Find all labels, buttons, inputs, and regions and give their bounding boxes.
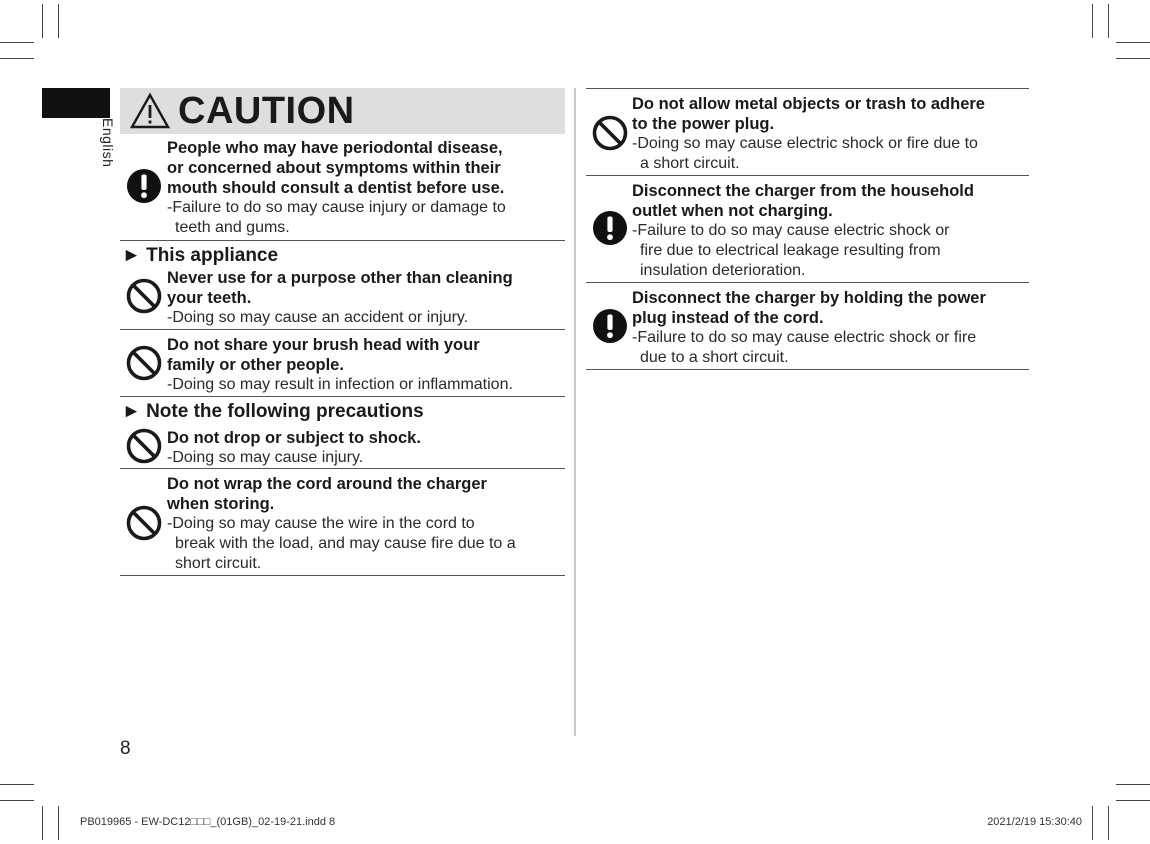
divider	[586, 369, 1029, 370]
heading-line: People who may have periodontal disease,	[167, 139, 503, 157]
crop-mark	[1092, 4, 1093, 38]
detail-line: -Doing so may cause electric shock or fire due to	[632, 135, 978, 152]
intro-heading	[167, 138, 504, 198]
crop-mark	[1108, 806, 1109, 840]
item-heading	[167, 474, 487, 514]
prohibition-icon	[592, 115, 628, 151]
divider	[120, 329, 565, 330]
crop-mark	[1116, 42, 1150, 43]
divider	[586, 282, 1029, 283]
item-detail	[167, 375, 513, 395]
crop-mark	[58, 4, 59, 38]
detail-line: -Failure to do so may cause injury or damage to	[167, 199, 506, 216]
heading-line: Disconnect the charger by holding the power	[632, 289, 986, 307]
divider	[120, 575, 565, 576]
footer-file-info: PB019965 - EW-DC12□□□_(01GB)_02-19-21.indd 8	[80, 816, 336, 828]
crop-mark	[42, 4, 43, 38]
crop-mark	[42, 806, 43, 840]
detail-line: short circuit.	[175, 555, 262, 572]
mandatory-action-icon	[592, 210, 628, 246]
detail-line: insulation deterioration.	[640, 262, 806, 279]
item-detail	[167, 448, 363, 468]
crop-mark	[0, 58, 34, 59]
heading-line: when storing.	[167, 495, 275, 513]
divider	[120, 240, 565, 241]
crop-mark	[1116, 800, 1150, 801]
heading-line: or concerned about symptoms within their	[167, 159, 501, 177]
detail-line: -Doing so may cause the wire in the cord to	[167, 515, 475, 532]
prohibition-icon	[126, 345, 162, 381]
item-detail	[632, 134, 978, 174]
crop-mark	[0, 42, 34, 43]
crop-mark	[58, 806, 59, 840]
crop-mark	[1108, 4, 1109, 38]
divider	[120, 468, 565, 469]
warning-triangle-icon	[130, 92, 170, 130]
detail-line: -Failure to do so may cause electric shock or	[632, 222, 950, 239]
item-heading	[632, 181, 974, 221]
heading-line: Do not wrap the cord around the charger	[167, 475, 487, 493]
item-heading	[167, 268, 513, 308]
section-title-appliance: ► This appliance	[122, 245, 279, 266]
crop-mark	[1092, 806, 1093, 840]
heading-line: to the power plug.	[632, 115, 775, 133]
caution-title: CAUTION	[178, 89, 355, 132]
intro-detail	[167, 198, 506, 238]
detail-line: -Doing so may cause injury.	[167, 449, 364, 466]
caution-header	[120, 88, 565, 134]
heading-line: plug instead of the cord.	[632, 309, 824, 327]
divider	[120, 396, 565, 397]
detail-line: -Failure to do so may cause electric shock or fire	[632, 329, 977, 346]
heading-line: mouth should consult a dentist before use.	[167, 179, 505, 197]
column-divider	[574, 88, 576, 736]
item-heading	[632, 94, 985, 134]
prohibition-icon	[126, 428, 162, 464]
item-heading	[632, 288, 986, 328]
detail-line: fire due to electrical leakage resulting from	[640, 242, 941, 259]
crop-mark	[1116, 58, 1150, 59]
divider	[586, 175, 1029, 176]
prohibition-icon	[126, 278, 162, 314]
heading-line: Disconnect the charger from the household	[632, 182, 974, 200]
item-detail	[167, 308, 468, 328]
page-number: 8	[120, 738, 131, 759]
language-label: English	[100, 118, 116, 168]
detail-line: a short circuit.	[640, 155, 740, 172]
detail-line: -Doing so may result in infection or inflammation.	[167, 376, 513, 393]
heading-line: outlet when not charging.	[632, 202, 833, 220]
divider	[586, 88, 1029, 89]
language-tab	[42, 88, 110, 118]
mandatory-action-icon	[126, 168, 162, 204]
heading-line: your teeth.	[167, 289, 252, 307]
item-heading	[167, 428, 421, 448]
heading-line: Never use for a purpose other than cleaning	[167, 269, 513, 287]
detail-line: break with the load, and may cause fire due to a	[175, 535, 516, 552]
detail-line: -Doing so may cause an accident or injury.	[167, 309, 469, 326]
footer-timestamp: 2021/2/19 15:30:40	[987, 816, 1082, 828]
crop-mark	[0, 784, 34, 785]
heading-line: Do not drop or subject to shock.	[167, 429, 421, 447]
mandatory-action-icon	[592, 308, 628, 344]
prohibition-icon	[126, 505, 162, 541]
detail-line: teeth and gums.	[175, 219, 290, 236]
heading-line: Do not share your brush head with your	[167, 336, 480, 354]
item-heading	[167, 335, 480, 375]
crop-mark	[0, 800, 34, 801]
section-title-precautions: ► Note the following precautions	[122, 401, 424, 422]
item-detail	[167, 514, 516, 574]
heading-line: family or other people.	[167, 356, 344, 374]
detail-line: due to a short circuit.	[640, 349, 789, 366]
item-detail	[632, 221, 949, 281]
item-detail	[632, 328, 976, 368]
heading-line: Do not allow metal objects or trash to adhere	[632, 95, 985, 113]
crop-mark	[1116, 784, 1150, 785]
